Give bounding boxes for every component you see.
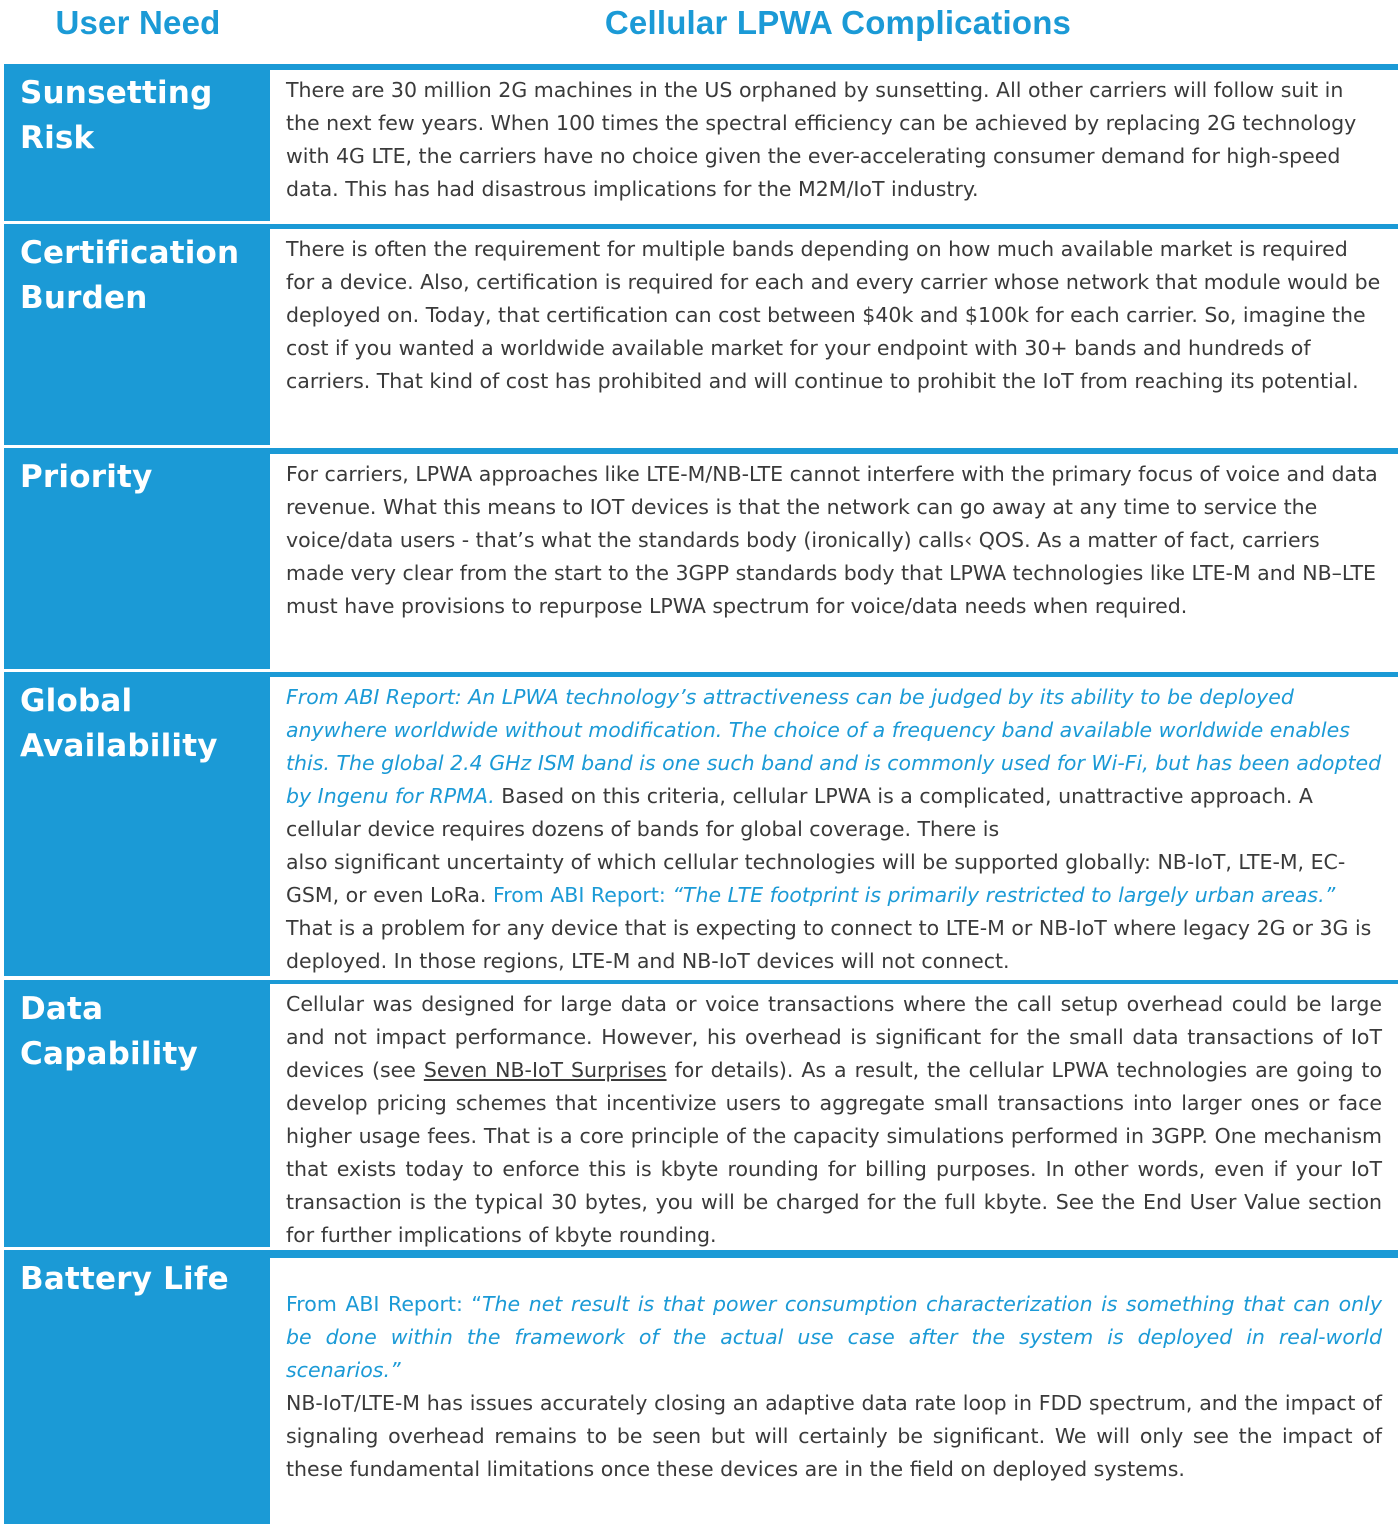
- row-certification-burden: [4, 224, 1398, 445]
- abi-quote: “The LTE footprint is primarily restricted to largely urban areas.”: [672, 883, 1336, 907]
- row-label: Battery Life: [20, 1261, 229, 1297]
- row-sunsetting-risk: [4, 64, 1398, 221]
- header-user-need: User Need: [55, 4, 221, 41]
- row-text: Cellular was designed for large data or voice transactions where the call setup overhead could be large and not impact performance. However, his overhead is significant for the small data transactions of IoT devices (see Seven NB-IoT Surprises for details). As a result, the cellular LPWA technologies are going to develop pricing schemes that incentivize users to aggregate small transactions into larger ones or face higher usage fees. That is a core principle of the capacity simulations performed in 3GPP. One mechanism that exists today to enforce this is kbyte rounding for billing purposes. In other words, even if your IoT transaction is the typical 30 bytes, you will be charged for the full kbyte. See the End User Value section for further implications of kbyte rounding.: [270, 984, 1398, 1247]
- row-text: There are 30 million 2G machines in the US orphaned by sunsetting. All other carriers will follow suit in the next few years. When 100 times the spectral efficiency can be achieved by replacing 2G technology with 4G LTE, the carriers have no choice given the ever-accelerating consumer demand for high-speed data. This has had disastrous implications for the M2M/IoT industry.: [270, 70, 1398, 221]
- row-label: Certification Burden: [20, 235, 240, 316]
- row-text: From ABI Report: “The net result is that power consumption characterization is something that can only be done within the framework of the actual use case after the system is deployed in real-world scenarios.” NB-IoT/LTE-M has issues accurately closing an adaptive data rate loop in FDD spectrum, and the impact of signaling overhead remains to be seen but will certainly be significant. We will only see the impact of these fundamental limitations once these devices are in the field on deployed systems.: [270, 1258, 1398, 1524]
- abi-quote: The net result is that power consumption characterization is something that can only be done within the framework of the actual use case after the system is deployed in real-world scenarios.”: [286, 1292, 1382, 1382]
- header-cellular-lpwa-complications: Cellular LPWA Complications: [604, 4, 1072, 41]
- row-text: From ABI Report: An LPWA technology’s attractiveness can be judged by its ability to be deployed anywhere worldwide without modification. The choice of a frequency band available worldwide enables this. The global 2.4 GHz ISM band is one such band and is commonly used for Wi-Fi, but has been adopted by Ingenu for RPMA. Based on this criteria, cellular LPWA is a complicated, unattractive approach. A cellular device requires dozens of bands for global coverage. There is also significant uncertainty of which cellular technologies will be supported globally: NB-IoT, LTE-M, EC-GSM, or even LoRa. From ABI Report: “The LTE footprint is primarily restricted to largely urban areas.” That is a problem for any device that is expecting to connect to LTE-M or NB-IoT where legacy 2G or 3G is deployed. In those regions, LTE-M and NB-IoT devices will not connect.: [270, 677, 1398, 976]
- row-label: Sunsetting Risk: [20, 75, 213, 156]
- abi-quote-block: From ABI Report: “The net result is that power consumption characterization is something that can only be done within the framework of the actual use case after the system is deployed in real-world scenarios.”: [286, 1292, 1382, 1382]
- row-label: Global Availability: [20, 683, 218, 764]
- row-priority: [4, 448, 1398, 669]
- abi-quote: From ABI Report: An LPWA technology’s attractiveness can be judged by its ability to be deployed anywhere worldwide without modification. The choice of a frequency band available worldwide enables this. The global 2.4 GHz ISM band is one such band and is commonly used for Wi-Fi, but has been adopted by Ingenu for RPMA.: [286, 685, 1382, 808]
- row-text: For carriers, LPWA approaches like LTE-M/NB-LTE cannot interfere with the primary focus of voice and data revenue. What this means to IOT devices is that the network can go away at any time to service the voice/data users - that’s what the standards body (ironically) calls‹ QOS. As a matter of fact, carriers made very clear from the start to the 3GPP standards body that LPWA technologies like LTE-M and NB–LTE must have provisions to repurpose LPWA spectrum for voice/data needs when required.: [270, 454, 1398, 669]
- row-label: Data Capability: [20, 991, 198, 1072]
- row-global-availability: [4, 672, 1398, 976]
- seven-nb-iot-surprises-link[interactable]: Seven NB-IoT Surprises: [423, 1058, 667, 1082]
- row-battery-life: [4, 1250, 1398, 1524]
- row-data-capability: [4, 980, 1398, 1247]
- abi-quote-prefix: From ABI Report:: [492, 883, 673, 907]
- row-text: There is often the requirement for multiple bands depending on how much available market is required for a device. Also, certification is required for each and every carrier whose network that module would be deployed on. Today, that certification can cost between $40k and $100k for each carrier. So, imagine the cost if you wanted a worldwide available market for your endpoint with 30+ bands and hundreds of carriers. That kind of cost has prohibited and will continue to prohibit the IoT from reaching its potential.: [270, 229, 1398, 445]
- row-label: Priority: [20, 459, 153, 495]
